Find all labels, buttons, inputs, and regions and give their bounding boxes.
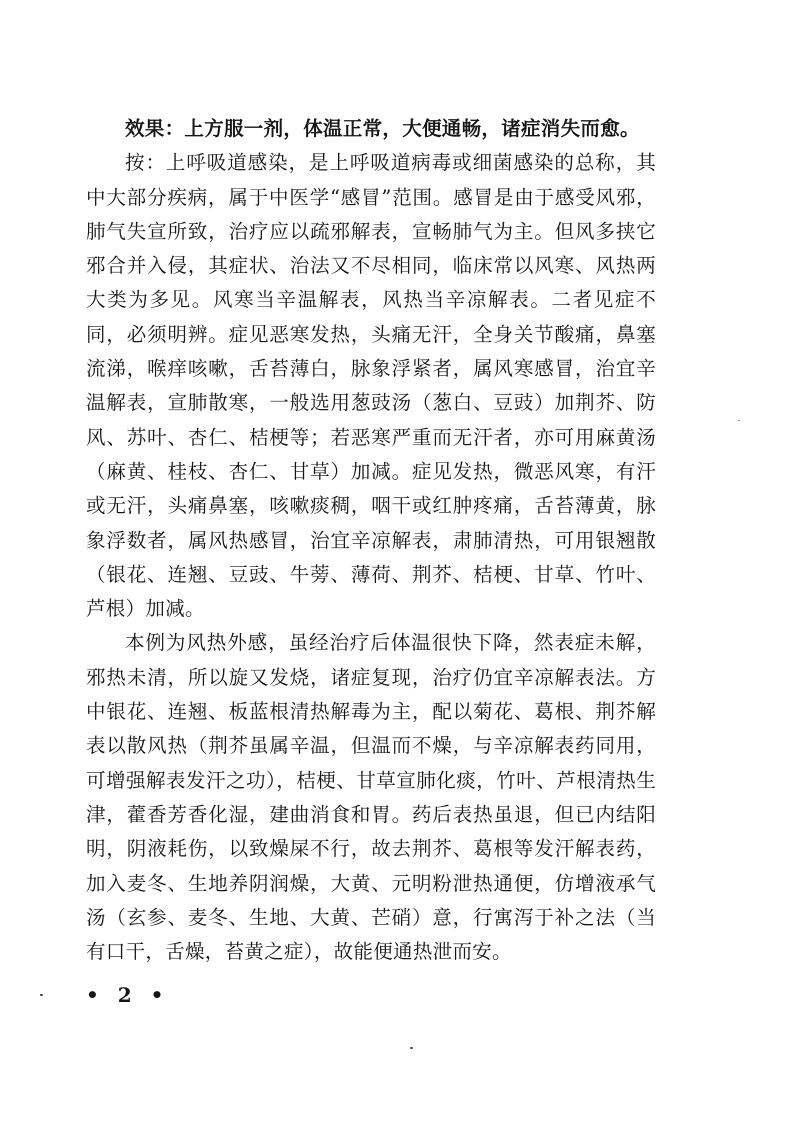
result-paragraph [86, 112, 656, 146]
scan-speck [410, 1047, 413, 1049]
scan-speck [738, 420, 740, 421]
body-text [86, 112, 656, 969]
case-analysis-paragraph [86, 626, 656, 969]
scan-speck [40, 994, 43, 996]
result-statement: 效果：上方服一剂，体温正常，大便通畅，诸症消失而愈。 [125, 117, 640, 140]
page-number: • 2 • [86, 983, 170, 1007]
commentary-paragraph [86, 146, 656, 626]
commentary-text: 按：上呼吸道感染，是上呼吸道病毒或细菌感染的总称，其中大部分疾病，属于中医学“感冒”范围。感冒是由于感受风邪，肺气失宣所致，治疗应以疏邪解表，宣畅肺气为主。但风多挟它邪合并入侵，其症状、治法又不尽相同，临床常以风寒、风热两大类为多见。风寒当辛温解表，风热当辛凉解表。二者见症不同，必须明辨。症见恶寒发热，头痛无汗，全身关节酸痛，鼻塞流涕，喉痒咳嗽，舌苔薄白，脉象浮紧者，属风寒感冒，治宜辛温解表，宣肺散寒，一般选用葱豉汤（葱白、豆豉）加荆芥、防风、苏叶、杏仁、桔梗等；若恶寒严重而无汗者，亦可用麻黄汤（麻黄、桂枝、杏仁、甘草）加减。症见发热，微恶风寒，有汗或无汗，头痛鼻塞，咳嗽痰稠，咽干或红肿疼痛，舌苔薄黄，脉象浮数者，属风热感冒，治宜辛凉解表，肃肺清热，可用银翘散（银花、连翘、豆豉、牛蒡、薄荷、荆芥、桔梗、甘草、竹叶、芦根）加减。 [86, 151, 656, 621]
case-analysis-text: 本例为风热外感，虽经治疗后体温很快下降，然表症未解，邪热未清，所以旋又发烧，诸症复现，治疗仍宜辛凉解表法。方中银花、连翘、板蓝根清热解毒为主，配以菊花、葛根、荆芥解表以散风热（荆芥虽属辛温，但温而不燥，与辛凉解表药同用，可增强解表发汗之功），桔梗、甘草宣肺化痰，竹叶、芦根清热生津，藿香芳香化湿，建曲消食和胃。药后表热虽退，但已内结阳明，阴液耗伤，以致燥屎不行，故去荆芥、葛根等发汗解表药，加入麦冬、生地养阴润燥，大黄、元明粉泄热通便，仿增液承气汤（玄参、麦冬、生地、大黄、芒硝）意，行寓泻于补之法（当有口干，舌燥，苔黄之症），故能便通热泄而安。 [86, 631, 656, 964]
